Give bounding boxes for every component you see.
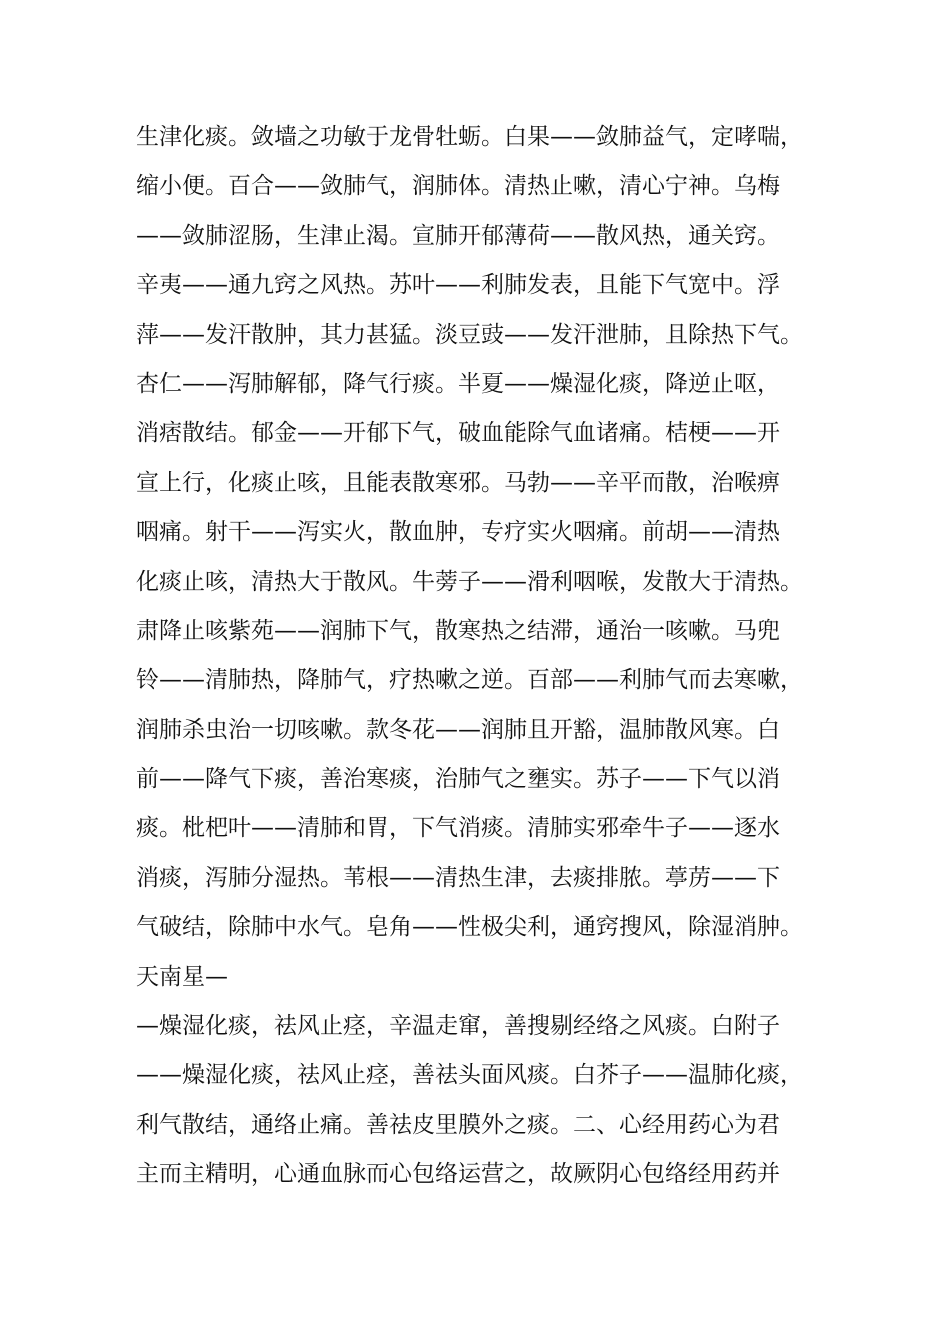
text-line: 气破结，除肺中水气。皂角——性极尖利，通窍搜风，除湿消肿。 [136,914,803,941]
text-line: 缩小便。百合——敛肺气，润肺体。清热止嗽，清心宁神。乌梅 [136,173,780,200]
text-line: 辛夷——通九窍之风热。苏叶——利肺发表，且能下气宽中。浮 [136,272,780,299]
body-text [136,113,836,1200]
text-line: 利气散结，通络止痛。善祛皮里膜外之痰。二、心经用药心为君 [136,1111,780,1138]
text-line: 润肺杀虫治一切咳嗽。款冬花——润肺且开豁，温肺散风寒。白 [136,716,780,743]
text-line: 宣上行，化痰止咳，且能表散寒邪。马勃——辛平而散，治喉痹 [136,469,780,496]
text-line: 主而主精明，心通血脉而心包络运营之，故厥阴心包络经用药并 [136,1161,780,1188]
text-line: 消痞散结。郁金——开郁下气，破血能除气血诸痛。桔梗——开 [136,420,780,447]
text-line: 痰。枇杷叶——清肺和胃，下气消痰。清肺实邪牵牛子——逐水 [136,815,780,842]
text-line: 前——降气下痰，善治寒痰，治肺气之壅实。苏子——下气以消 [136,766,780,793]
text-line: ——敛肺涩肠，生津止渴。宣肺开郁薄荷——散风热，通关窍。 [136,222,780,249]
text-line: 铃——清肺热，降肺气，疗热嗽之逆。百部——利肺气而去寒嗽， [136,667,803,694]
text-line: ——燥湿化痰，祛风止痉，善祛头面风痰。白芥子——温肺化痰， [136,1062,803,1089]
text-line: 杏仁——泻肺解郁，降气行痰。半夏——燥湿化痰，降逆止呕， [136,370,780,397]
text-line: 咽痛。射干——泻实火，散血肿，专疗实火咽痛。前胡——清热 [136,519,780,546]
text-line: 天南星— [136,963,228,990]
text-line: 化痰止咳，清热大于散风。牛蒡子——滑利咽喉，发散大于清热。 [136,568,803,595]
text-line: 消痰，泻肺分湿热。苇根——清热生津，去痰排脓。葶苈——下 [136,864,780,891]
text-line: —燥湿化痰，祛风止痉，辛温走窜，善搜剔经络之风痰。白附子 [136,1013,780,1040]
text-line: 生津化痰。敛墙之功敏于龙骨牡蛎。白果——敛肺益气，定哮喘， [136,124,803,150]
text-line: 萍——发汗散肿，其力甚猛。淡豆豉——发汗泄肺，且除热下气。 [136,321,803,348]
text-line: 肃降止咳紫苑——润肺下气，散寒热之结滞，通治一咳嗽。马兜 [136,617,780,644]
